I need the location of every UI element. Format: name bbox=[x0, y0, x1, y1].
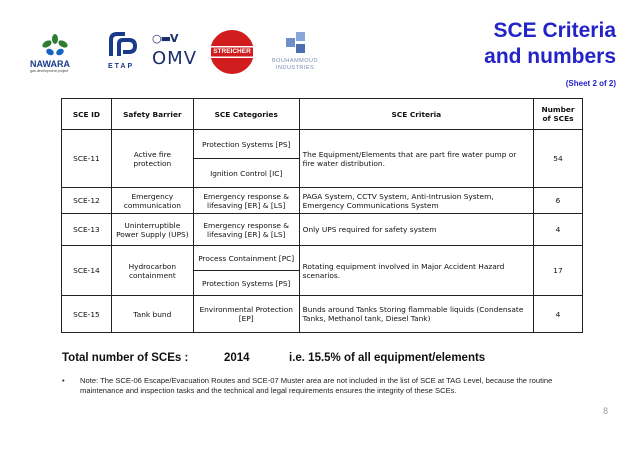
omv-name: OMV bbox=[152, 48, 198, 69]
etap-emblem-icon bbox=[107, 30, 141, 60]
cell-sce-count: 6 bbox=[534, 188, 583, 214]
cell-sce-category: Protection Systems [PS] bbox=[193, 271, 299, 296]
title-line-2: and numbers bbox=[484, 45, 616, 68]
table-header-row bbox=[62, 99, 583, 130]
table-row bbox=[62, 246, 583, 271]
note-paragraph bbox=[62, 376, 562, 396]
header-sce-categories: SCE Categories bbox=[193, 99, 299, 130]
cell-sce-category: Emergency response & lifesaving [ER] & [LS] bbox=[193, 214, 299, 246]
sce-table bbox=[61, 98, 583, 333]
cell-sce-count: 54 bbox=[534, 130, 583, 188]
omv-mark: ○▬V bbox=[152, 32, 178, 45]
cell-sce-id: SCE-15 bbox=[62, 296, 112, 333]
cell-sce-category: Ignition Control [IC] bbox=[193, 159, 299, 188]
cell-sce-category: Protection Systems [PS] bbox=[193, 130, 299, 159]
streicher-logo bbox=[208, 28, 256, 76]
title-line-1: SCE Criteria bbox=[493, 19, 616, 42]
cell-sce-id: SCE-13 bbox=[62, 214, 112, 246]
bouhammoud-logo bbox=[264, 30, 326, 74]
cell-sce-category: Environmental Protection [EP] bbox=[193, 296, 299, 333]
header-sce-criteria: SCE Criteria bbox=[299, 99, 533, 130]
table-row bbox=[62, 130, 583, 159]
cell-safety-barrier: Uninterruptible Power Supply (UPS) bbox=[111, 214, 193, 246]
cell-sce-id: SCE-12 bbox=[62, 188, 112, 214]
cell-sce-criteria: PAGA System, CCTV System, Anti-Intrusion System, Emergency Communications System bbox=[299, 188, 533, 214]
cell-sce-criteria: Only UPS required for safety system bbox=[299, 214, 533, 246]
table-row bbox=[62, 214, 583, 246]
total-value: 2014 bbox=[224, 352, 250, 364]
partner-logos bbox=[30, 28, 330, 76]
table-row bbox=[62, 296, 583, 333]
cell-sce-count: 17 bbox=[534, 246, 583, 296]
bouhammoud-line2: INDUSTRIES bbox=[275, 65, 315, 71]
nawara-logo bbox=[30, 34, 92, 74]
note-bullet: • bbox=[62, 376, 65, 385]
table-row bbox=[62, 188, 583, 214]
total-label: Total number of SCEs : bbox=[62, 352, 189, 364]
sheet-indicator: (Sheet 2 of 2) bbox=[565, 79, 616, 88]
cell-safety-barrier: Hydrocarbon containment bbox=[111, 246, 193, 296]
omv-logo bbox=[152, 32, 204, 74]
cell-sce-id: SCE-11 bbox=[62, 130, 112, 188]
page-title bbox=[484, 18, 616, 70]
cell-safety-barrier: Active fire protection bbox=[111, 130, 193, 188]
nawara-flower-icon bbox=[40, 34, 70, 58]
page-number: 8 bbox=[602, 406, 608, 416]
nawara-name: NAWARA bbox=[30, 59, 70, 69]
cell-safety-barrier: Emergency communication bbox=[111, 188, 193, 214]
etap-logo bbox=[105, 30, 145, 74]
cell-sce-criteria: The Equipment/Elements that are part fire water pump or fire water distribution. bbox=[299, 130, 533, 188]
cell-sce-criteria: Bunds around Tanks Storing flammable liquids (Condensate Tanks, Methanol tank, Diesel Tank) bbox=[299, 296, 533, 333]
header-sce-id: SCE ID bbox=[62, 99, 112, 130]
total-percentage: i.e. 15.5% of all equipment/elements bbox=[289, 352, 486, 364]
streicher-name: STREICHER bbox=[213, 48, 251, 55]
cell-sce-count: 4 bbox=[534, 214, 583, 246]
bouhammoud-line1: BOUHAMMOUD bbox=[272, 58, 318, 64]
header-safety-barrier: Safety Barrier bbox=[111, 99, 193, 130]
note-text: Note: The SCE-06 Escape/Evacuation Routes and SCE-07 Muster area are not included in the list of SCE at TAG Level, because the routine maintenance and inspection tasks and the technical and legal requirements ensures the integrity of these SCEs. bbox=[80, 376, 553, 395]
cell-sce-id: SCE-14 bbox=[62, 246, 112, 296]
cell-sce-category: Emergency response & lifesaving [ER] & [LS] bbox=[193, 188, 299, 214]
etap-name: ETAP bbox=[108, 63, 135, 70]
cell-sce-count: 4 bbox=[534, 296, 583, 333]
nawara-sub: gas development project bbox=[30, 69, 69, 73]
bouhammoud-cube-icon bbox=[284, 30, 308, 56]
cell-sce-category: Process Containment [PC] bbox=[193, 246, 299, 271]
cell-sce-criteria: Rotating equipment involved in Major Accident Hazard scenarios. bbox=[299, 246, 533, 296]
cell-safety-barrier: Tank bund bbox=[111, 296, 193, 333]
header-number-of-sces: Number of SCEs bbox=[534, 99, 583, 130]
